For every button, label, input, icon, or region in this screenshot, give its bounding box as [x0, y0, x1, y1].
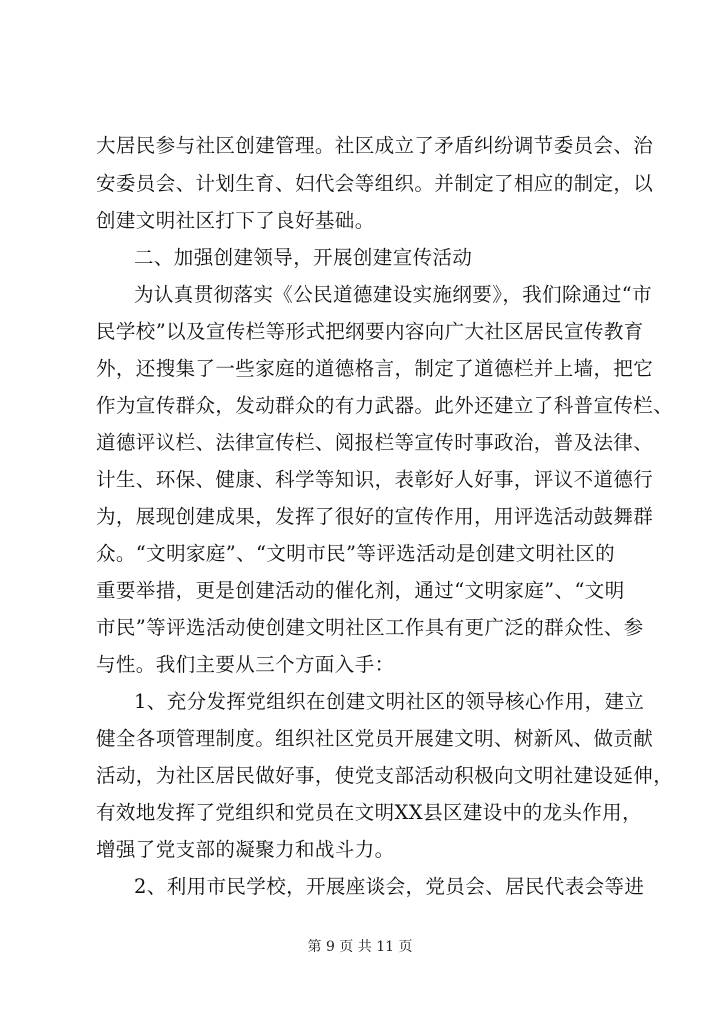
- body-line: 增强了党支部的凝聚力和战斗力。: [96, 838, 395, 861]
- body-line: 大居民参与社区创建管理。社区成立了矛盾纠纷调节委员会、治: [96, 134, 654, 157]
- body-line: 活动，为社区居民做好事，使党支部活动积极向文明社建设延伸，: [96, 764, 674, 787]
- section-heading: 二、加强创建领导，开展创建宣传活动: [134, 246, 473, 269]
- body-line: 市民”等评选活动使创建文明社区工作具有更广泛的群众性、参: [96, 616, 644, 639]
- body-line: 为，展现创建成果，发挥了很好的宣传作用，用评选活动鼓舞群: [96, 505, 654, 528]
- body-line: 众。“文明家庭”、“文明市民”等评选活动是创建文明社区的: [96, 542, 616, 565]
- body-line: 健全各项管理制度。组织社区党员开展建文明、树新风、做贡献: [96, 727, 654, 750]
- body-line: 为认真贯彻落实《公民道德建设实施纲要》，我们除通过“市: [134, 283, 653, 306]
- body-line: 1、充分发挥党组织在创建文明社区的领导核心作用，建立: [134, 690, 645, 713]
- body-line: 计生、环保、健康、科学等知识，表彰好人好事，评议不道德行: [96, 468, 654, 491]
- body-line: 与性。我们主要从三个方面入手：: [96, 653, 395, 676]
- body-line: 2、利用市民学校，开展座谈会，党员会、居民代表会等进: [134, 875, 645, 898]
- body-line: 作为宣传群众，发动群众的有力武器。此外还建立了科普宣传栏、: [96, 394, 674, 417]
- body-line: 民学校”以及宣传栏等形式把纲要内容向广大社区居民宣传教育: [96, 320, 644, 343]
- page-number-footer: 第 9 页 共 11 页: [307, 939, 413, 955]
- body-line: 有效地发挥了党组织和党员在文明XX县区建设中的龙头作用，: [96, 801, 642, 824]
- body-line: 道德评议栏、法律宣传栏、阅报栏等宣传时事政治，普及法律、: [96, 431, 654, 454]
- body-line: 重要举措，更是创建活动的催化剂，通过“文明家庭”、“文明: [96, 579, 625, 602]
- body-line: 安委员会、计划生育、妇代会等组织。并制定了相应的制定，以: [96, 172, 654, 195]
- body-line: 外，还搜集了一些家庭的道德格言，制定了道德栏并上墙，把它: [96, 357, 654, 380]
- body-line: 创建文明社区打下了良好基础。: [96, 209, 375, 232]
